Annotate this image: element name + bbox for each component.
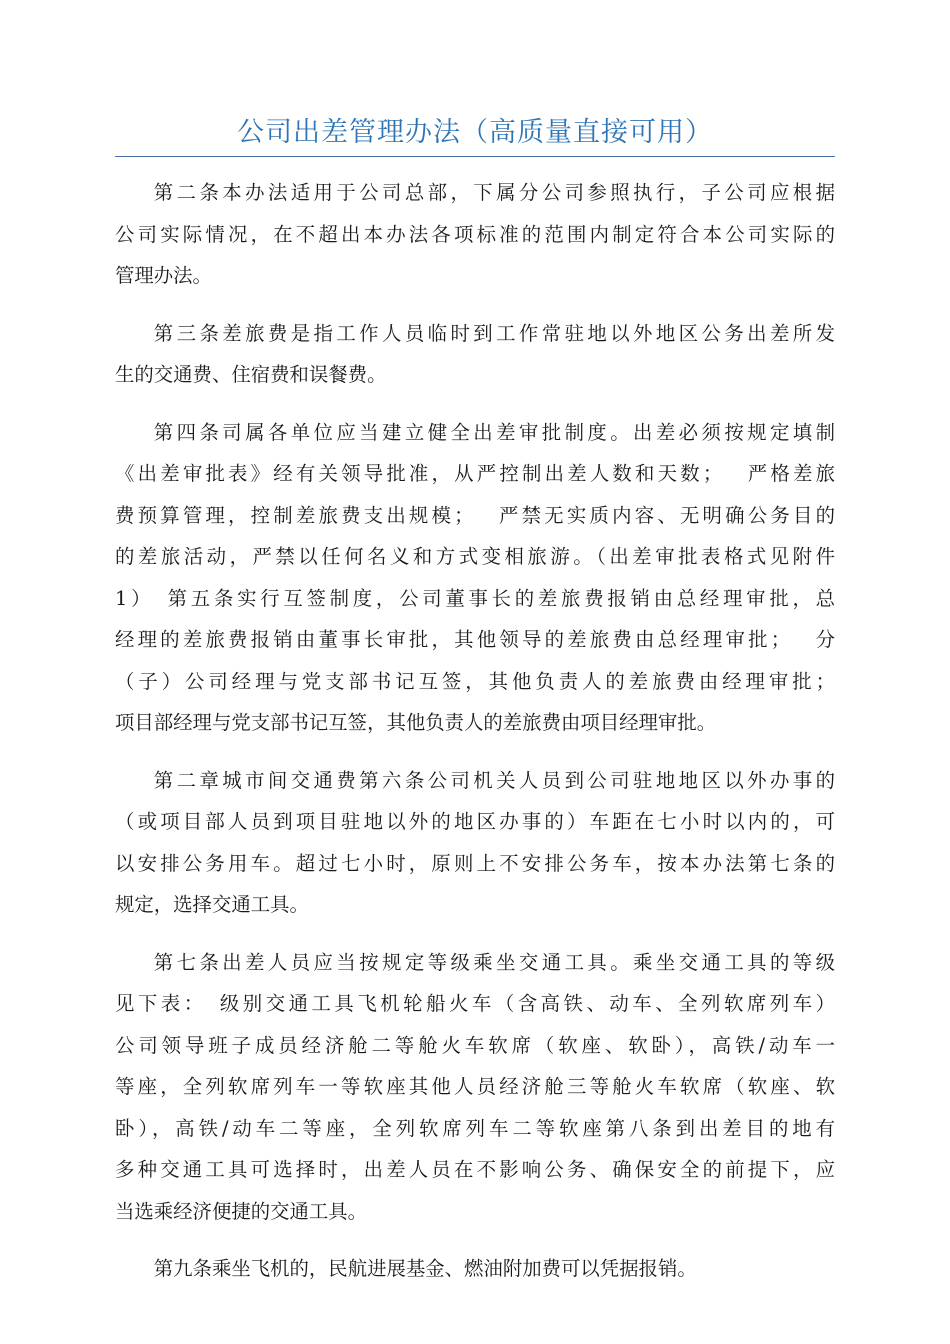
paragraph-line: 第四条司属各单位应当建立健全出差审批制度。出差必须按规定填制 [153, 420, 835, 444]
paragraph-line: （子）公司经理与党支部书记互签，其他负责人的差旅费由经理审批； [115, 669, 835, 693]
paragraph-line: 《出差审批表》经有关领导批准，从严控制出差人数和天数； 严格差旅 [115, 462, 835, 485]
paragraph-line: 经理的差旅费报销由董事长审批，其他领导的差旅费由总经理审批； 分 [115, 628, 835, 651]
paragraph-line: 1） 第五条实行互签制度，公司董事长的差旅费报销由总经理审批，总 [115, 586, 835, 610]
paragraph-line: 第七条出差人员应当按规定等级乘坐交通工具。乘坐交通工具的等级 [153, 950, 835, 974]
paragraph-article-4 [115, 412, 835, 744]
paragraph-line: 第二章城市间交通费第六条公司机关人员到公司驻地地区以外办事的 [153, 768, 835, 792]
paragraph-line: 费预算管理，控制差旅费支出规模； 严禁无实质内容、无明确公务目的 [115, 503, 835, 527]
paragraph-line: 公司领导班子成员经济舱二等舱火车软席（软座、软卧），高铁/动车一 [115, 1033, 835, 1057]
paragraph-line: 生的交通费、住宿费和误餐费。 [115, 363, 387, 386]
paragraph-article-3 [115, 313, 835, 396]
paragraph-article-2 [115, 172, 835, 297]
paragraph-article-7 [115, 942, 835, 1233]
paragraph-line: 当选乘经济便捷的交通工具。 [115, 1199, 368, 1223]
document-body [115, 172, 835, 1306]
paragraph-line: 公司实际情况，在不超出本办法各项标准的范围内制定符合本公司实际的 [115, 222, 835, 246]
paragraph-line: 规定，选择交通工具。 [115, 893, 309, 916]
paragraph-line: 等座，全列软席列车一等软座其他人员经济舱三等舱火车软席（软座、软 [115, 1075, 835, 1098]
paragraph-article-9 [115, 1248, 835, 1290]
paragraph-line: 管理办法。 [115, 264, 212, 287]
paragraph-line: 的差旅活动，严禁以任何名义和方式变相旅游。（出差审批表格式见附件 [115, 545, 835, 568]
paragraph-line: 以安排公务用车。超过七小时，原则上不安排公务车，按本办法第七条的 [115, 851, 835, 875]
paragraph-chapter-2 [115, 760, 835, 926]
page-title: 公司出差管理办法（高质量直接可用） [237, 117, 713, 148]
paragraph-line: 见下表： 级别交通工具飞机轮船火车（含高铁、动车、全列软席列车） [115, 992, 835, 1015]
paragraph-line: 第三条差旅费是指工作人员临时到工作常驻地以外地区公务出差所发 [153, 321, 835, 345]
paragraph-line: 第二条本办法适用于公司总部，下属分公司参照执行，子公司应根据 [153, 181, 835, 204]
paragraph-line: 卧），高铁/动车二等座，全列软席列车二等软座第八条到出差目的地有 [115, 1116, 835, 1140]
paragraph-line: （或项目部人员到项目驻地以外的地区办事的）车距在七小时以内的，可 [115, 810, 835, 833]
title-bar [115, 112, 835, 157]
paragraph-line: 项目部经理与党支部书记互签，其他负责人的差旅费由项目经理审批。 [115, 711, 717, 734]
paragraph-line: 多种交通工具可选择时，出差人员在不影响公务、确保安全的前提下，应 [115, 1158, 835, 1181]
paragraph-line: 第九条乘坐飞机的，民航进展基金、燃油附加费可以凭据报销。 [153, 1257, 697, 1280]
